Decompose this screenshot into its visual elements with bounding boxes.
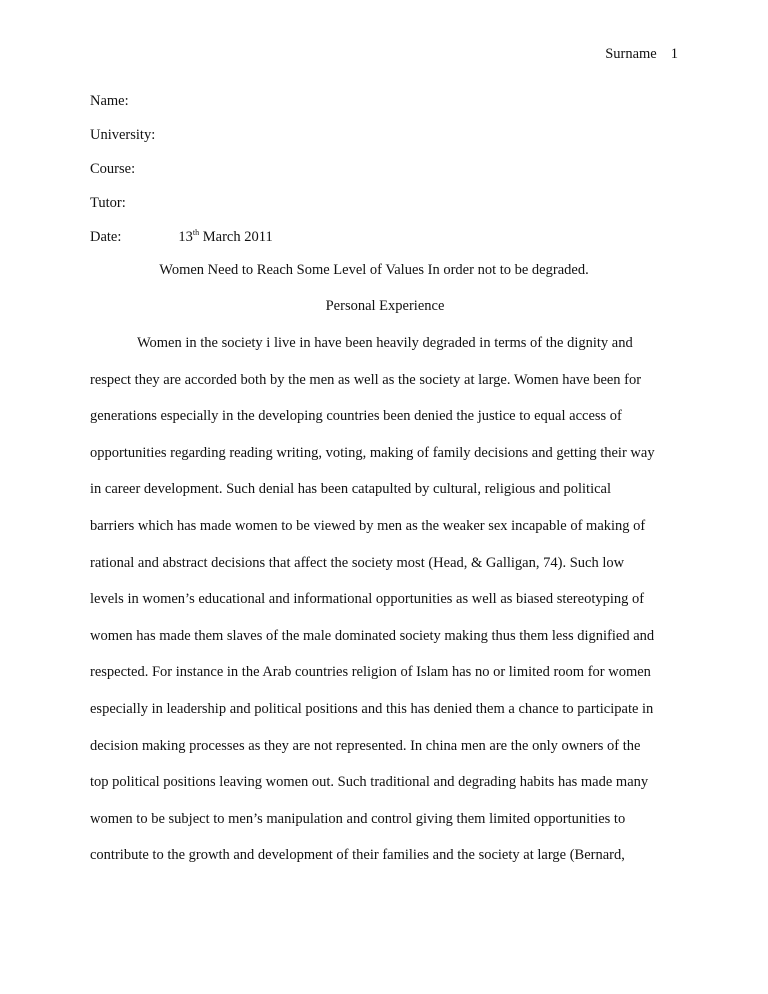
page-header <box>605 46 678 63</box>
date-label: Date: <box>90 229 122 245</box>
paragraph-line: respected. For instance in the Arab countries religion of Islam has no or limited room for women <box>90 664 651 681</box>
page-number: 1 <box>670 46 678 62</box>
paragraph-line: rational and abstract decisions that affect the society most (Head, & Galligan, 74). Such low <box>90 554 625 571</box>
paragraph-line: respect they are accorded both by the men as well as the society at large. Women have been for <box>90 371 642 388</box>
paragraph-line: decision making processes as they are not represented. In china men are the only owners of the <box>90 737 641 754</box>
paragraph-line: opportunities regarding reading writing, voting, making of family decisions and getting their way <box>90 444 655 461</box>
course-line <box>90 160 680 194</box>
header-surname: Surname <box>605 46 657 62</box>
body-paragraph <box>90 334 686 883</box>
paragraph-line: top political positions leaving women out. Such traditional and degrading habits has made many <box>90 774 649 791</box>
student-info-block <box>90 92 680 262</box>
course-label: Course: <box>90 161 136 177</box>
section-heading: Personal Experience <box>325 298 445 314</box>
university-line <box>90 126 680 160</box>
paragraph-line: contribute to the growth and development of their families and the society at large (Bernard, <box>90 847 625 864</box>
name-line <box>90 92 680 126</box>
date-value <box>178 228 272 246</box>
date-rest: March 2011 <box>199 229 273 245</box>
paragraph-line: in career development. Such denial has been catapulted by cultural, religious and political <box>90 481 612 498</box>
paragraph-line: barriers which has made women to be viewed by men as the weaker sex incapable of making of <box>90 517 646 534</box>
date-day: 13 <box>178 229 193 245</box>
date-suffix: th <box>192 228 200 238</box>
paragraph-line: especially in leadership and political positions and this has denied them a chance to participate in <box>90 700 654 717</box>
tutor-line <box>90 194 680 228</box>
paragraph-line: levels in women’s educational and informational opportunities as well as biased stereotyping of <box>90 591 645 608</box>
name-label: Name: <box>90 93 129 109</box>
paragraph-line: generations especially in the developing countries been denied the justice to equal access of <box>90 408 622 425</box>
paragraph-line: women has made them slaves of the male dominated society making thus them less dignified and <box>90 627 655 644</box>
paragraph-line: Women in the society i live in have been heavily degraded in terms of the dignity and <box>137 335 633 351</box>
date-line <box>90 228 680 262</box>
university-label: University: <box>90 127 156 143</box>
essay-title-text: Women Need to Reach Some Level of Values In order not to be degraded. <box>159 262 589 278</box>
paragraph-line: women to be subject to men’s manipulation and control giving them limited opportunities to <box>90 810 626 827</box>
essay-title <box>90 262 680 279</box>
tutor-label: Tutor: <box>90 195 126 211</box>
